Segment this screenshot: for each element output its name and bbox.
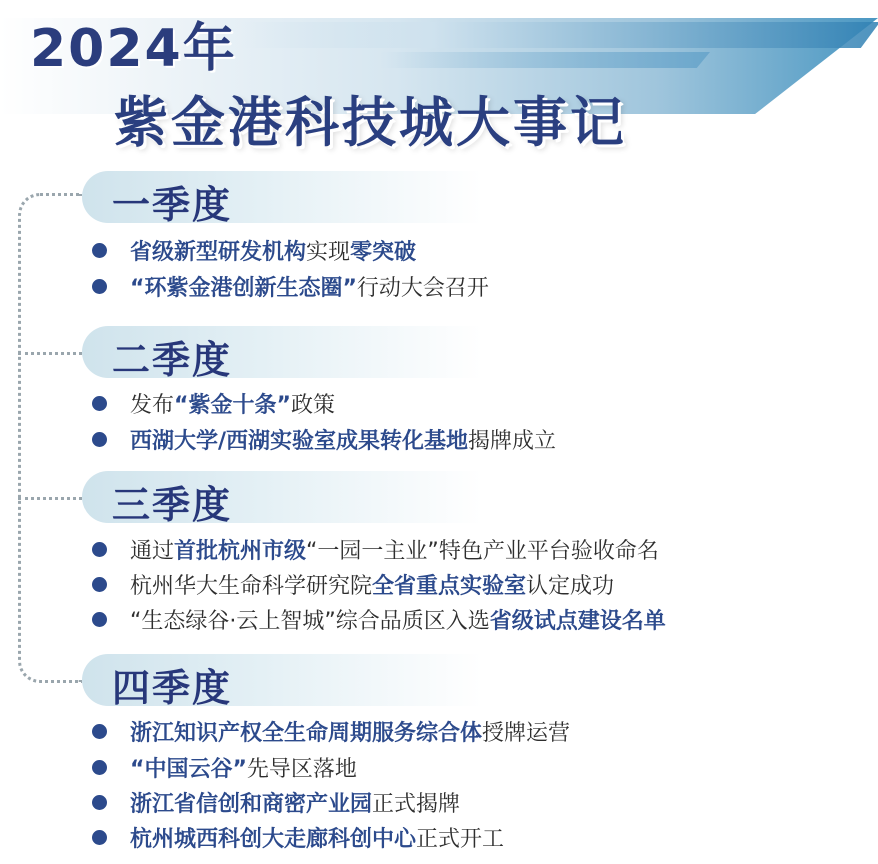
list-item: [92, 388, 335, 418]
page-title: 紫金港科技城大事记: [114, 91, 627, 154]
item-text: “生态绿谷·云上智城”综合品质区入选: [130, 608, 490, 634]
item-text: 正式开工: [416, 826, 505, 852]
item-text: 揭牌成立: [468, 428, 557, 454]
item-highlight: “中国云谷”: [130, 756, 247, 782]
list-item: [92, 569, 614, 599]
item-highlight: 浙江知识产权全生命周期服务综合体: [130, 720, 483, 746]
bullet-icon: [92, 243, 107, 258]
quarter-header-q3: [82, 471, 482, 527]
item-highlight: 首批杭州市级: [174, 538, 307, 564]
list-item: [92, 235, 416, 265]
item-text: 正式揭牌: [372, 791, 461, 817]
item-text: 杭州华大生命科学研究院: [130, 573, 373, 599]
quarter-header-q2: [82, 326, 482, 382]
timeline-tick-q2: [18, 352, 82, 355]
item-highlight: “环紫金港创新生态圈”: [130, 275, 357, 301]
bullet-icon: [92, 612, 107, 627]
item-highlight: 省级新型研发机构: [130, 239, 307, 265]
bullet-icon: [92, 432, 107, 447]
list-item: [92, 822, 504, 852]
bullet-icon: [92, 795, 107, 810]
list-item: [92, 787, 460, 817]
bullet-icon: [92, 396, 107, 411]
item-text: “一园一主业”特色产业平台验收命名: [306, 538, 659, 564]
item-highlight: 浙江省信创和商密产业园: [130, 791, 373, 817]
bullet-icon: [92, 577, 107, 592]
item-highlight: 西湖大学/西湖实验室成果转化基地: [130, 428, 469, 454]
item-text: 行动大会召开: [356, 275, 489, 301]
list-item: [92, 424, 556, 454]
list-item: [92, 752, 357, 782]
bullet-icon: [92, 542, 107, 557]
list-item: [92, 271, 489, 301]
item-highlight: 全省重点实验室: [372, 573, 527, 599]
quarter-label: 四季度: [112, 666, 233, 710]
item-highlight: “紫金十条”: [174, 392, 291, 418]
bullet-icon: [92, 724, 107, 739]
timeline-connector: [18, 193, 82, 683]
item-text: 通过: [130, 538, 175, 564]
timeline-tick-q3: [18, 497, 82, 500]
item-text: 实现: [306, 239, 351, 265]
bullet-icon: [92, 830, 107, 845]
header-stripe-secondary: [380, 52, 710, 68]
item-text: 发布: [130, 392, 175, 418]
header-stripe: [240, 22, 878, 48]
quarter-header-q1: [82, 171, 482, 227]
list-item: [92, 534, 659, 564]
item-text: 授牌运营: [482, 720, 571, 746]
quarter-label: 一季度: [112, 183, 233, 227]
list-item: [92, 716, 570, 746]
item-text: 认定成功: [526, 573, 615, 599]
quarter-header-q4: [82, 654, 482, 710]
bullet-icon: [92, 279, 107, 294]
title-year: 2024年: [30, 19, 237, 79]
item-highlight: 零突破: [350, 239, 417, 265]
bullet-icon: [92, 760, 107, 775]
item-text: 先导区落地: [246, 756, 357, 782]
quarter-label: 三季度: [112, 483, 233, 527]
item-text: 政策: [290, 392, 335, 418]
item-highlight: 杭州城西科创大走廊科创中心: [130, 826, 417, 852]
quarter-label: 二季度: [112, 338, 233, 382]
list-item: [92, 604, 666, 634]
item-highlight: 省级试点建设名单: [489, 608, 666, 634]
